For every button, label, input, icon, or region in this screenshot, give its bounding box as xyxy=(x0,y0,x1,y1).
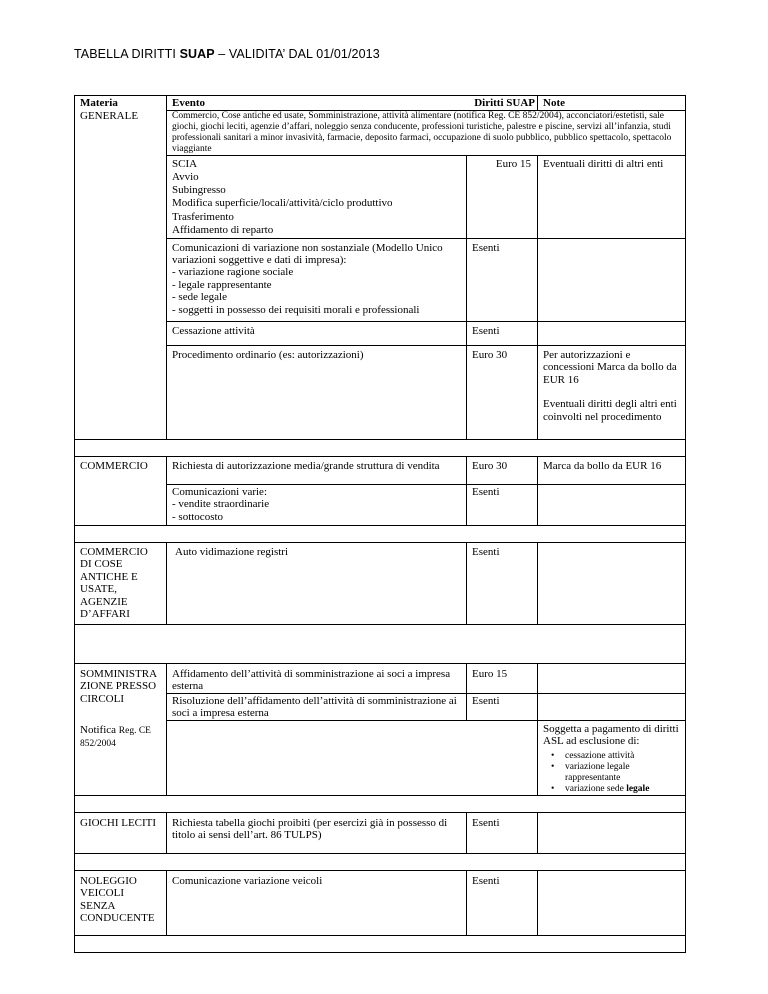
table-row xyxy=(75,321,686,345)
giochi-fee: Esenti xyxy=(467,812,538,853)
materia-generale: GENERALE xyxy=(80,109,139,122)
cose-antiche-fee: Esenti xyxy=(467,542,538,624)
somministrazione-risoluzione-fee: Esenti xyxy=(467,693,538,720)
commercio-comunicazioni: Comunicazioni varie: - vendite straordinarie - sottocosto xyxy=(167,484,467,525)
cessazione-evento: Cessazione attività xyxy=(167,321,467,345)
header-materia: Materia xyxy=(80,97,118,109)
giochi-evento: Richiesta tabella giochi proibiti (per esercizi già in possesso di titolo ai sensi dell’art. 86 TULPS) xyxy=(167,812,467,853)
comunicazioni-fee: Esenti xyxy=(467,238,538,321)
ordinario-fee: Euro 30 xyxy=(467,345,538,439)
cessazione-fee: Esenti xyxy=(467,321,538,345)
table-row xyxy=(75,720,686,795)
table-row xyxy=(75,238,686,321)
materia-generale-cell xyxy=(75,96,167,156)
materia-notifica: Notifica Reg. CE 852/2004 xyxy=(75,720,167,795)
somministrazione-risoluzione: Risoluzione dell’affidamento dell’attività di somministrazione ai soci a impresa esterna xyxy=(167,693,467,720)
header-note: Note xyxy=(538,96,686,111)
somministrazione-affidamento-fee: Euro 15 xyxy=(467,663,538,693)
header-diritti: Diritti SUAP xyxy=(467,96,538,111)
table-row xyxy=(75,693,686,720)
commercio-autorizzazione: Richiesta di autorizzazione media/grande struttura di vendita xyxy=(167,456,467,484)
materia-somministrazione: SOMMINISTRAZIONE PRESSO CIRCOLI xyxy=(75,663,167,720)
commercio-autorizzazione-note: Marca da bollo da EUR 16 xyxy=(538,456,686,484)
scia-evento: SCIA Avvio Subingresso Modifica superficie/locali/attività/ciclo produttivo Trasferimento Affidamento di reparto xyxy=(167,155,467,238)
fees-table xyxy=(74,95,686,953)
table-row xyxy=(75,663,686,693)
table-row xyxy=(75,345,686,439)
header-evento: Evento xyxy=(167,96,467,111)
table-row xyxy=(75,542,686,624)
materia-giochi: GIOCHI LECITI xyxy=(75,812,167,853)
list-item: • variazione legale rappresentante xyxy=(555,762,680,784)
table-row xyxy=(75,456,686,484)
materia-cose-antiche: COMMERCIO DI COSE ANTICHE E USATE, AGENZIE D’AFFARI xyxy=(75,542,167,624)
scia-note: Eventuali diritti di altri enti xyxy=(538,155,686,238)
table-row xyxy=(75,484,686,525)
commercio-comunicazioni-fee: Esenti xyxy=(467,484,538,525)
materia-noleggio: NOLEGGIO VEICOLI SENZA CONDUCENTE xyxy=(75,870,167,935)
materia-commercio: COMMERCIO xyxy=(75,456,167,525)
somministrazione-affidamento: Affidamento dell’attività di somministrazione ai soci a impresa esterna xyxy=(167,663,467,693)
commercio-autorizzazione-fee: Euro 30 xyxy=(467,456,538,484)
ordinario-evento: Procedimento ordinario (es: autorizzazioni) xyxy=(167,345,467,439)
noleggio-fee: Esenti xyxy=(467,870,538,935)
table-row xyxy=(75,870,686,935)
table-row xyxy=(75,155,686,238)
list-item: • cessazione attività xyxy=(555,751,680,762)
list-item: • variazione sede legale xyxy=(555,784,680,795)
scia-fee: Euro 15 xyxy=(467,155,538,238)
ordinario-note: Per autorizzazioni e concessioni Marca da bollo da EUR 16 Eventuali diritti degli altri enti coinvolti nel procedimento xyxy=(538,345,686,439)
table-header-row xyxy=(75,96,686,111)
comunicazioni-evento: Comunicazioni di variazione non sostanziale (Modello Unico variazioni soggettive e dati di impresa): - variazione ragione sociale - legale rappresentante - sede legale - soggetti in possesso dei requisiti morali e professionali xyxy=(167,238,467,321)
table-row xyxy=(75,812,686,853)
suap-bold: SUAP xyxy=(179,47,215,61)
document-title: TABELLA DIRITTI SUAP – VALIDITA’ DAL 01/01/2013 xyxy=(74,47,380,61)
notifica-note: Soggetta a pagamento di diritti ASL ad esclusione di: • cessazione attività • variazione legale rappresentante • variazione sede legale xyxy=(538,720,686,795)
generale-intro-row xyxy=(75,110,686,155)
asl-exclusions-list xyxy=(543,751,680,795)
noleggio-evento: Comunicazione variazione veicoli xyxy=(167,870,467,935)
cose-antiche-evento: Auto vidimazione registri xyxy=(167,542,467,624)
generale-intro: Commercio, Cose antiche ed usate, Somministrazione, attività alimentare (notifica Reg. CE 852/2004), acconciatori/estetisti, sale giochi, giochi leciti, agenzie d’affari, noleggio senza conducente, professioni turistiche, palestre e piscine, servizi all’infanzia, studi professionali sanitari a minor invasività, farmacie, deposito farmaci, occupazione di suolo pubblico, pubblico spettacolo, spettacolo viaggiante xyxy=(167,110,686,155)
